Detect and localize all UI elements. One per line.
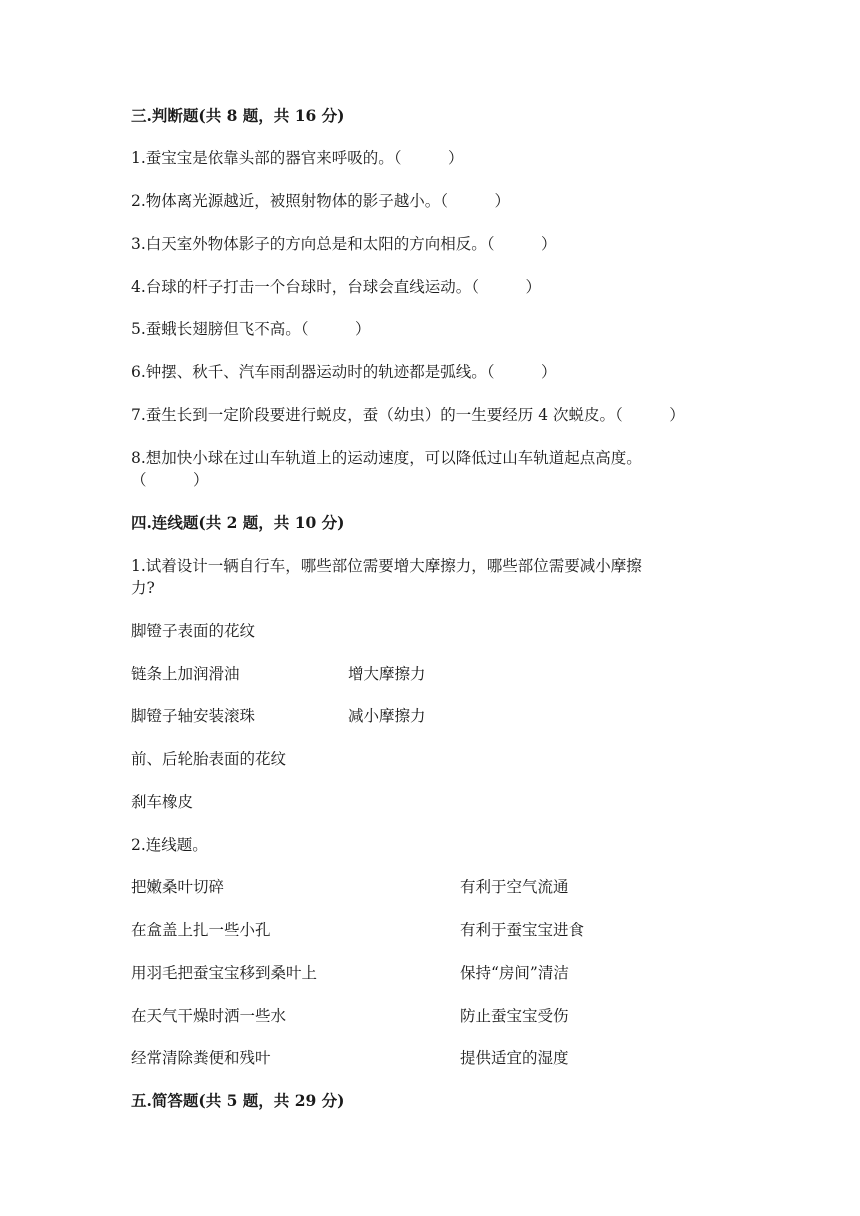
matching-q2-left-item: 在天气干燥时洒一些水 <box>131 1007 287 1025</box>
judgment-item-5: 5.蚕蛾长翅膀但飞不高。（ ） <box>131 320 371 338</box>
matching-q2-right-item: 保持“房间”清洁 <box>460 964 569 982</box>
matching-q2-right-item: 提供适宜的湿度 <box>460 1049 569 1067</box>
judgment-item-1: 1.蚕宝宝是依靠头部的器官来呼吸的。（ ） <box>131 149 464 167</box>
judgment-item-8-answer-paren: （ ） <box>131 471 209 489</box>
judgment-item-2: 2.物体离光源越近，被照射物体的影子越小。（ ） <box>131 192 511 210</box>
matching-q2-right-item: 有利于蚕宝宝进食 <box>460 921 585 939</box>
matching-q1-prompt-line2: 力? <box>131 579 155 597</box>
matching-q2-left-item: 经常清除粪便和残叶 <box>131 1049 271 1067</box>
section-3-heading: 三.判断题(共 8 题，共 16 分) <box>131 106 345 125</box>
judgment-item-4: 4.台球的杆子打击一个台球时，台球会直线运动。（ ） <box>131 278 542 296</box>
matching-q1-left-item: 刹车橡皮 <box>131 793 194 811</box>
matching-q1-left-item: 链条上加润滑油 <box>131 665 240 683</box>
matching-q2-left-item: 在盒盖上扎一些小孔 <box>131 921 271 939</box>
judgment-item-8: 8.想加快小球在过山车轨道上的运动速度，可以降低过山车轨道起点高度。 <box>131 449 642 467</box>
matching-q1-right-item: 增大摩擦力 <box>348 665 426 683</box>
section-5-heading: 五.简答题(共 5 题，共 29 分) <box>131 1091 345 1110</box>
judgment-item-7: 7.蚕生长到一定阶段要进行蜕皮，蚕（幼虫）的一生要经历 4 次蜕皮。（ ） <box>131 406 685 424</box>
matching-q1-prompt-line1: 1.试着设计一辆自行车，哪些部位需要增大摩擦力，哪些部位需要减小摩擦 <box>131 557 642 575</box>
matching-q1-left-item: 脚镫子轴安装滚珠 <box>131 707 256 725</box>
matching-q1-left-item: 前、后轮胎表面的花纹 <box>131 750 287 768</box>
matching-q2-left-item: 把嫩桑叶切碎 <box>131 878 225 896</box>
matching-q2-right-item: 有利于空气流通 <box>460 878 569 896</box>
judgment-item-3: 3.白天室外物体影子的方向总是和太阳的方向相反。（ ） <box>131 235 557 253</box>
judgment-item-6: 6.钟摆、秋千、汽车雨刮器运动时的轨迹都是弧线。（ ） <box>131 363 557 381</box>
matching-q2-left-item: 用羽毛把蚕宝宝移到桑叶上 <box>131 964 318 982</box>
section-4-heading: 四.连线题(共 2 题，共 10 分) <box>131 513 345 532</box>
matching-q1-left-item: 脚镫子表面的花纹 <box>131 622 256 640</box>
matching-q1-right-item: 减小摩擦力 <box>348 707 426 725</box>
matching-q2-right-item: 防止蚕宝宝受伤 <box>460 1007 569 1025</box>
matching-q2-prompt: 2.连线题。 <box>131 836 208 854</box>
